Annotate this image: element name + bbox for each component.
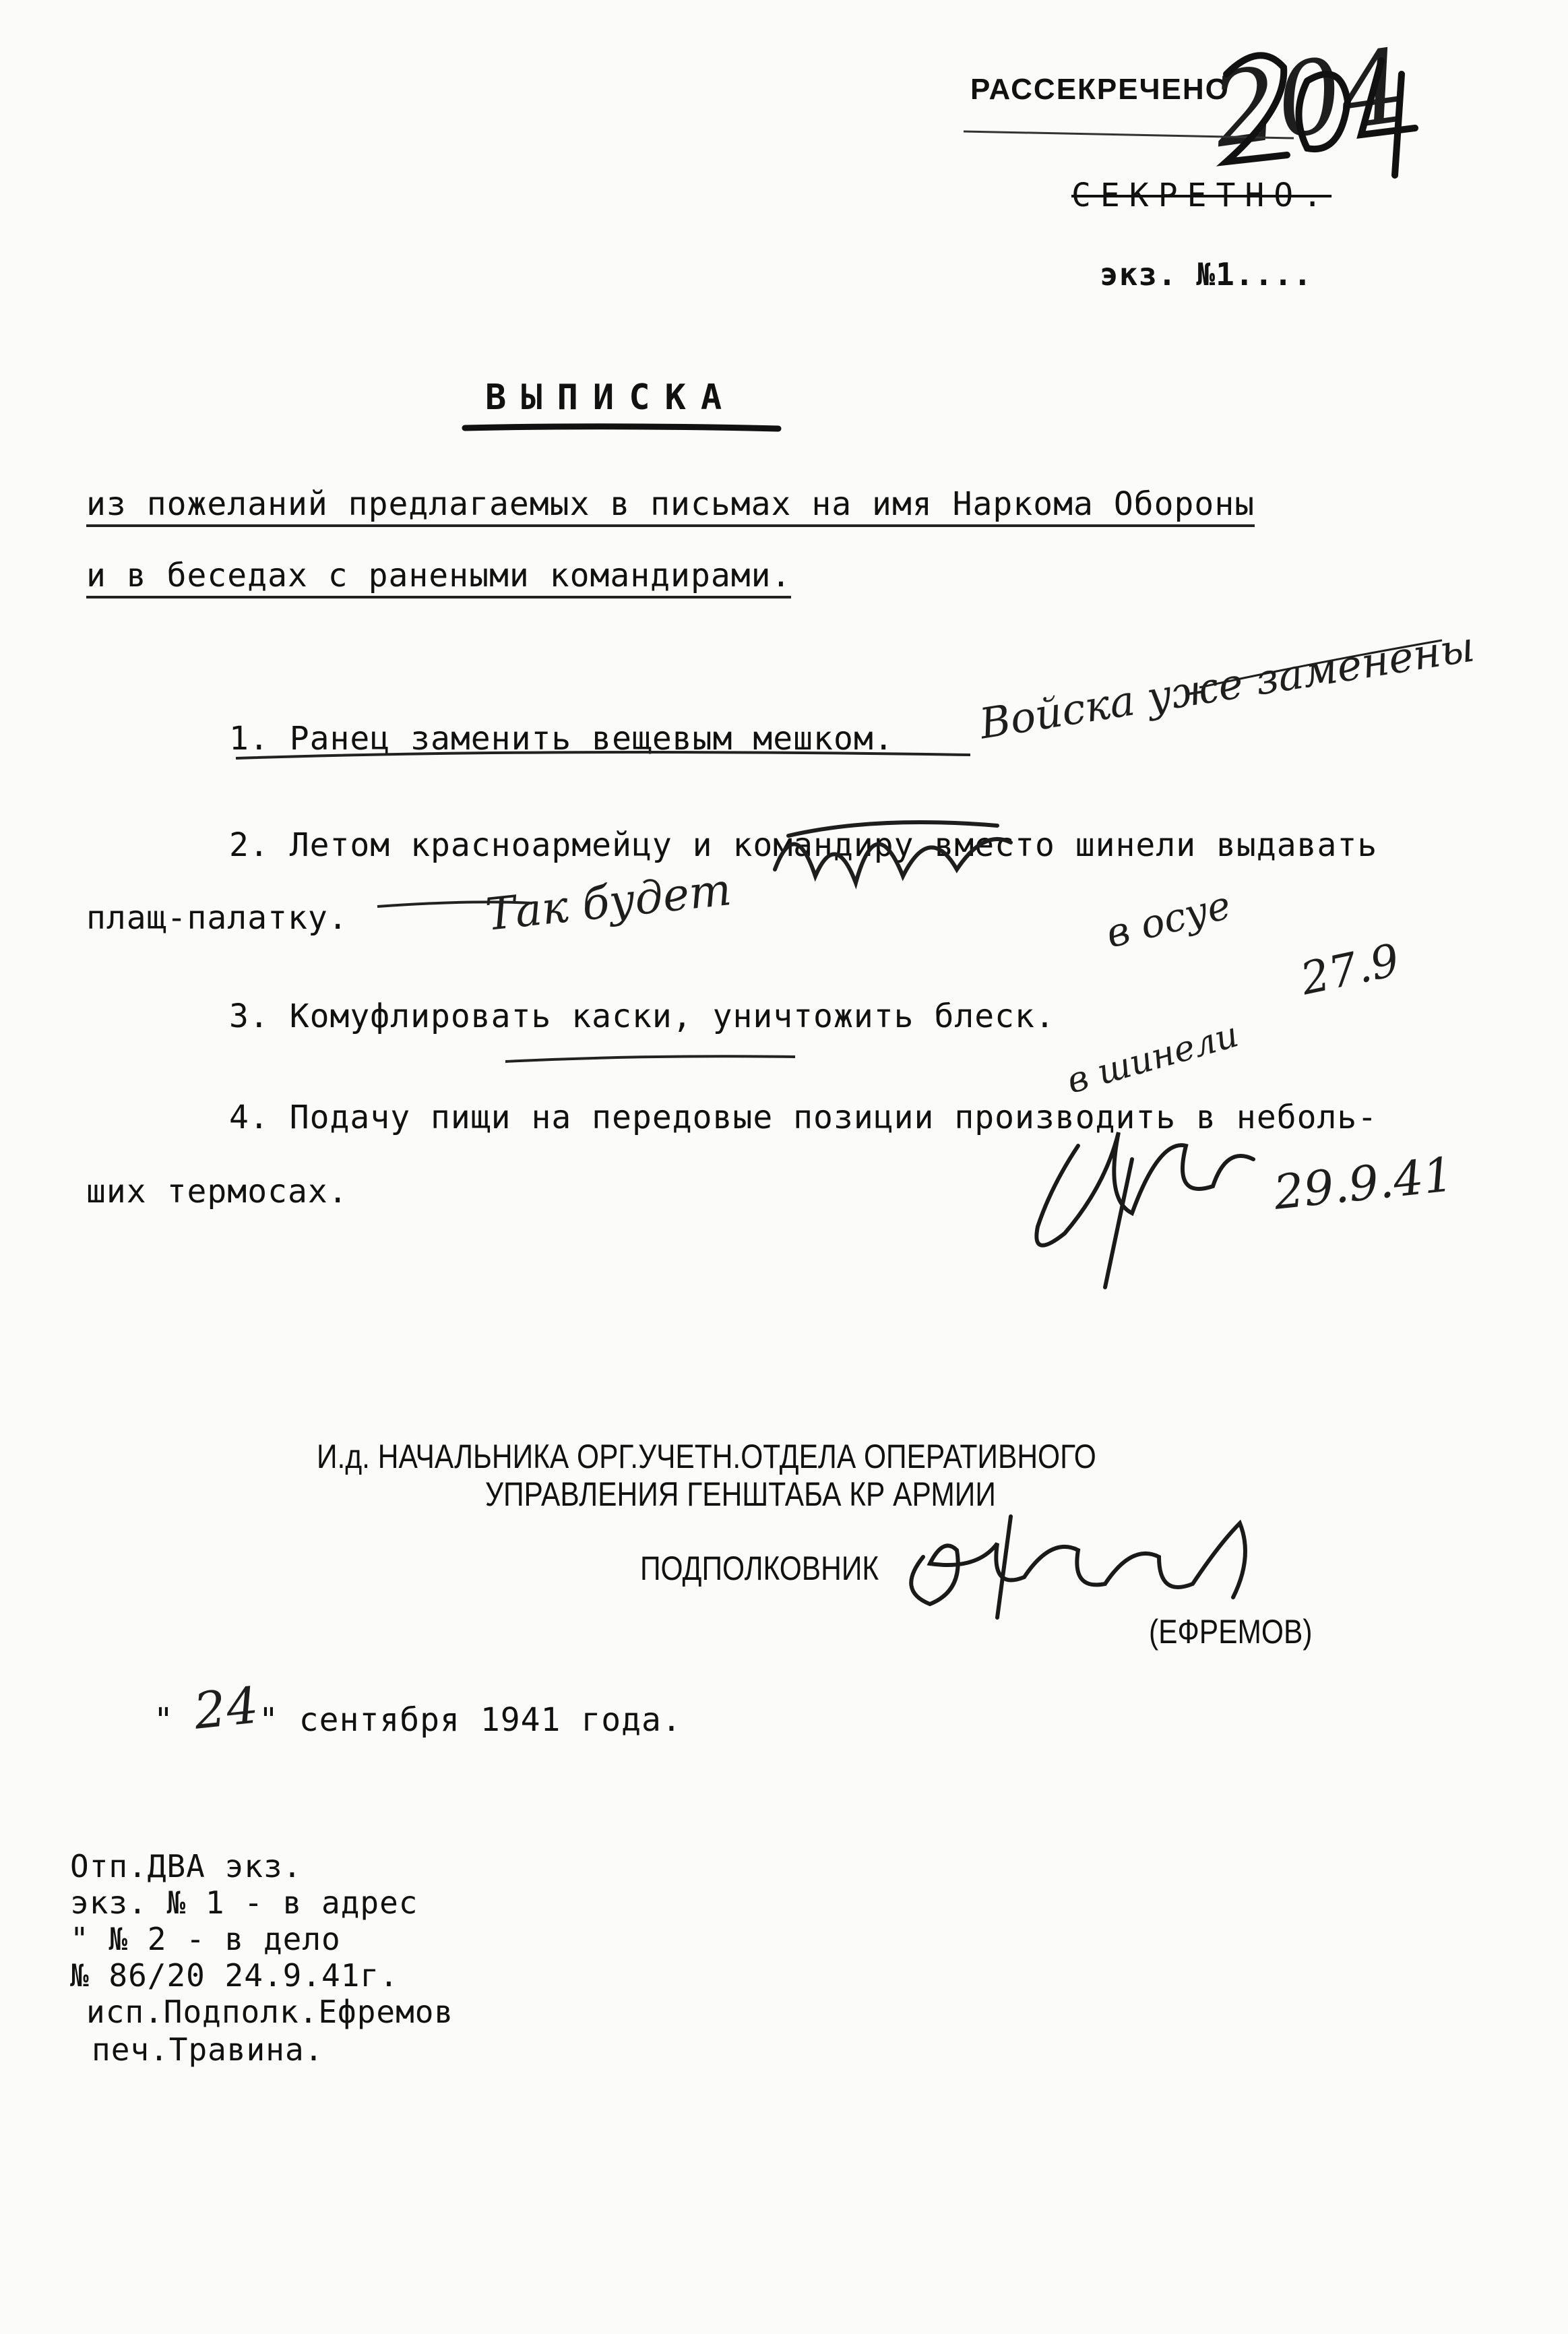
initials-signature-icon xyxy=(1036,1132,1253,1287)
footer-line-6: печ.Травина. xyxy=(92,2031,324,2068)
item-1: 1. Ранец заменить вещевым мешком. xyxy=(229,720,894,758)
date-day: 24 xyxy=(191,1676,262,1741)
item-2-underline xyxy=(377,902,532,907)
footer-line-5: исп.Подполк.Ефремов xyxy=(86,1994,454,2030)
title-underline xyxy=(465,427,778,429)
scribble-mark-icon xyxy=(775,822,1011,883)
date-line: " 24" сентября 1941 года. xyxy=(154,1676,682,1741)
footer-line-3: " № 2 - в дело xyxy=(70,1921,341,1957)
item-4-line-2: ших термосах. xyxy=(86,1173,348,1210)
item-3: 3. Комуфлировать каски, уничтожить блеск. xyxy=(229,997,1055,1035)
item-2-line-1: 2. Летом красноармейцу и командиру вместо шинели выдавать xyxy=(229,826,1378,864)
signature-name: (ЕФРЕМОВ) xyxy=(1149,1613,1313,1651)
signature-rank: ПОДПОЛКОВНИК xyxy=(640,1549,879,1587)
handwritten-204-icon xyxy=(1226,55,1415,175)
footer-line-2: экз. № 1 - в адрес xyxy=(70,1884,418,1921)
stamp-rule xyxy=(964,131,1294,138)
annotation-note-4: 27.9 xyxy=(1296,933,1404,1006)
footer-line-4: № 86/20 24.9.41г. xyxy=(70,1957,399,1994)
item-3-underline xyxy=(505,1056,795,1062)
subtitle-line-1: из пожеланий предлагаемых в письмах на имя Наркома Обороны xyxy=(86,485,1255,527)
subtitle-line-2: и в беседах с ранеными командирами. xyxy=(86,557,791,598)
annotation-note-1: Войска уже заменены xyxy=(976,621,1478,749)
item-2-line-2: плащ-палатку. xyxy=(86,899,348,937)
annotation-note-2: Так будет xyxy=(482,863,734,941)
signature-line-1: И.д. НАЧАЛЬНИКА ОРГ.УЧЕТН.ОТДЕЛА ОПЕРАТИВНОГО xyxy=(317,1438,1096,1475)
secret-label: СЕКРЕТНО. xyxy=(1071,177,1332,214)
item-4-line-1: 4. Подачу пищи на передовые позиции производить в неболь- xyxy=(229,1099,1378,1136)
annotation-note-6: 29.9.41 xyxy=(1271,1146,1456,1221)
item-1-underline xyxy=(236,752,970,758)
date-text: сентября 1941 года. xyxy=(299,1701,682,1739)
signature-line-2: УПРАВЛЕНИЯ ГЕНШТАБА КР АРМИИ xyxy=(485,1475,996,1513)
copy-number: экз. №1.... xyxy=(1100,256,1313,293)
declassified-stamp: РАССЕКРЕЧЕНО xyxy=(970,73,1230,106)
footer-line-1: Отп.ДВА экз. xyxy=(70,1848,303,1884)
note-1-tail xyxy=(1199,640,1442,687)
annotation-note-5: в шинели xyxy=(1062,1014,1243,1102)
annotation-note-3: в осуе xyxy=(1101,882,1236,957)
efremov-signature-icon xyxy=(911,1516,1245,1618)
handwritten-number: 204 xyxy=(1205,27,1414,171)
document-title: ВЫПИСКА xyxy=(485,377,737,418)
